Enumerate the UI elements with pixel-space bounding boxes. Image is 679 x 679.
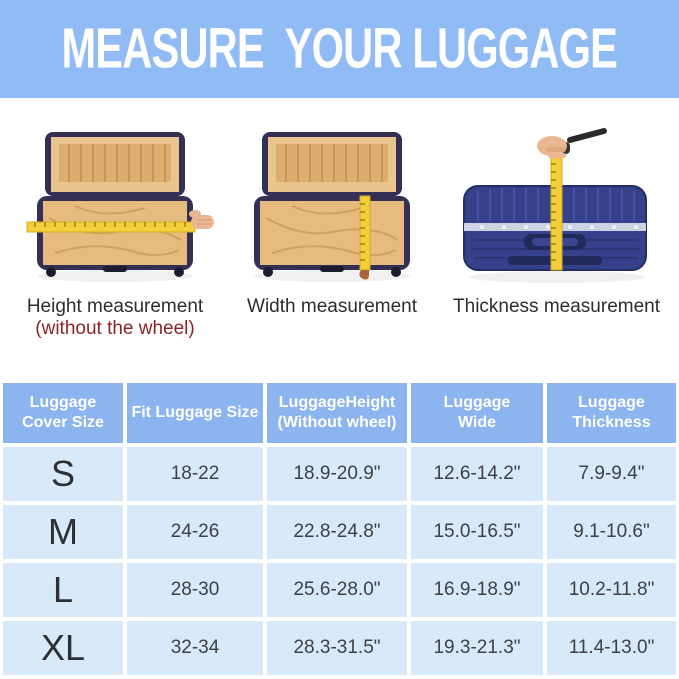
table-cell: 18-22 (127, 447, 263, 501)
table-cell: 28-30 (127, 563, 263, 617)
table-cell: L (3, 563, 123, 617)
header-line: LuggageHeight (278, 393, 396, 411)
size-table (0, 380, 679, 678)
column-header-luggage-cover-size (3, 383, 123, 443)
open-suitcase-icon (37, 132, 193, 277)
measuring-tape-icon (359, 196, 370, 280)
header-line: Thickness (572, 413, 651, 431)
figure-caption-note: (without the wheel) (35, 317, 195, 339)
figure-caption: Thickness measurement (453, 296, 660, 317)
measuring-tape-icon (551, 156, 562, 270)
hand-icon (537, 131, 604, 158)
table-cell: 22.8-24.8" (267, 505, 407, 559)
shadow (469, 271, 645, 283)
column-header-fit-luggage-size (127, 383, 263, 443)
table-cell: 15.0-16.5" (411, 505, 543, 559)
header-line: Cover Size (22, 413, 104, 431)
table-cell: 19.3-21.3" (411, 621, 543, 675)
page-title: MEASURE YOUR LUGGAGE (61, 17, 618, 81)
header-line: (Without wheel) (277, 413, 397, 431)
header-line: Luggage (29, 393, 97, 411)
open-suitcase-icon (254, 132, 410, 277)
table-cell: 25.6-28.0" (267, 563, 407, 617)
hardcase-thickness-image (452, 128, 662, 288)
figure-height-measurement (8, 128, 222, 340)
header-line: Luggage (443, 393, 511, 411)
open-suitcase-height-image (15, 128, 215, 288)
header-line: Wide (457, 413, 497, 431)
table-cell: 24-26 (127, 505, 263, 559)
table-cell: 10.2-11.8" (547, 563, 676, 617)
title-banner (0, 0, 679, 98)
table-cell: 16.9-18.9" (411, 563, 543, 617)
table-cell: XL (3, 621, 123, 675)
tape-handle (570, 131, 604, 140)
figure-caption: Height measurement (26, 296, 204, 317)
measurement-figures (0, 98, 679, 340)
figure-caption: Width measurement (247, 296, 418, 317)
table-cell: 18.9-20.9" (267, 447, 407, 501)
figure-width-measurement (230, 128, 434, 318)
table-cell: 7.9-9.4" (547, 447, 676, 501)
open-suitcase-width-image (232, 128, 432, 288)
table-cell: 12.6-14.2" (411, 447, 543, 501)
measuring-tape-icon (27, 222, 195, 232)
column-header-luggage-height (267, 383, 407, 443)
table-cell: 32-34 (127, 621, 263, 675)
table-cell: S (3, 447, 123, 501)
column-header-luggage-thickness (547, 383, 676, 443)
hand-icon (189, 210, 214, 229)
table-cell: 28.3-31.5" (267, 621, 407, 675)
table-cell: M (3, 505, 123, 559)
table-cell: 9.1-10.6" (547, 505, 676, 559)
header-line: Luggage (578, 393, 645, 411)
column-header-luggage-wide (411, 383, 543, 443)
table-cell: 11.4-13.0" (547, 621, 676, 675)
header-line: Fit Luggage Size (131, 403, 259, 421)
figure-thickness-measurement (442, 128, 671, 318)
